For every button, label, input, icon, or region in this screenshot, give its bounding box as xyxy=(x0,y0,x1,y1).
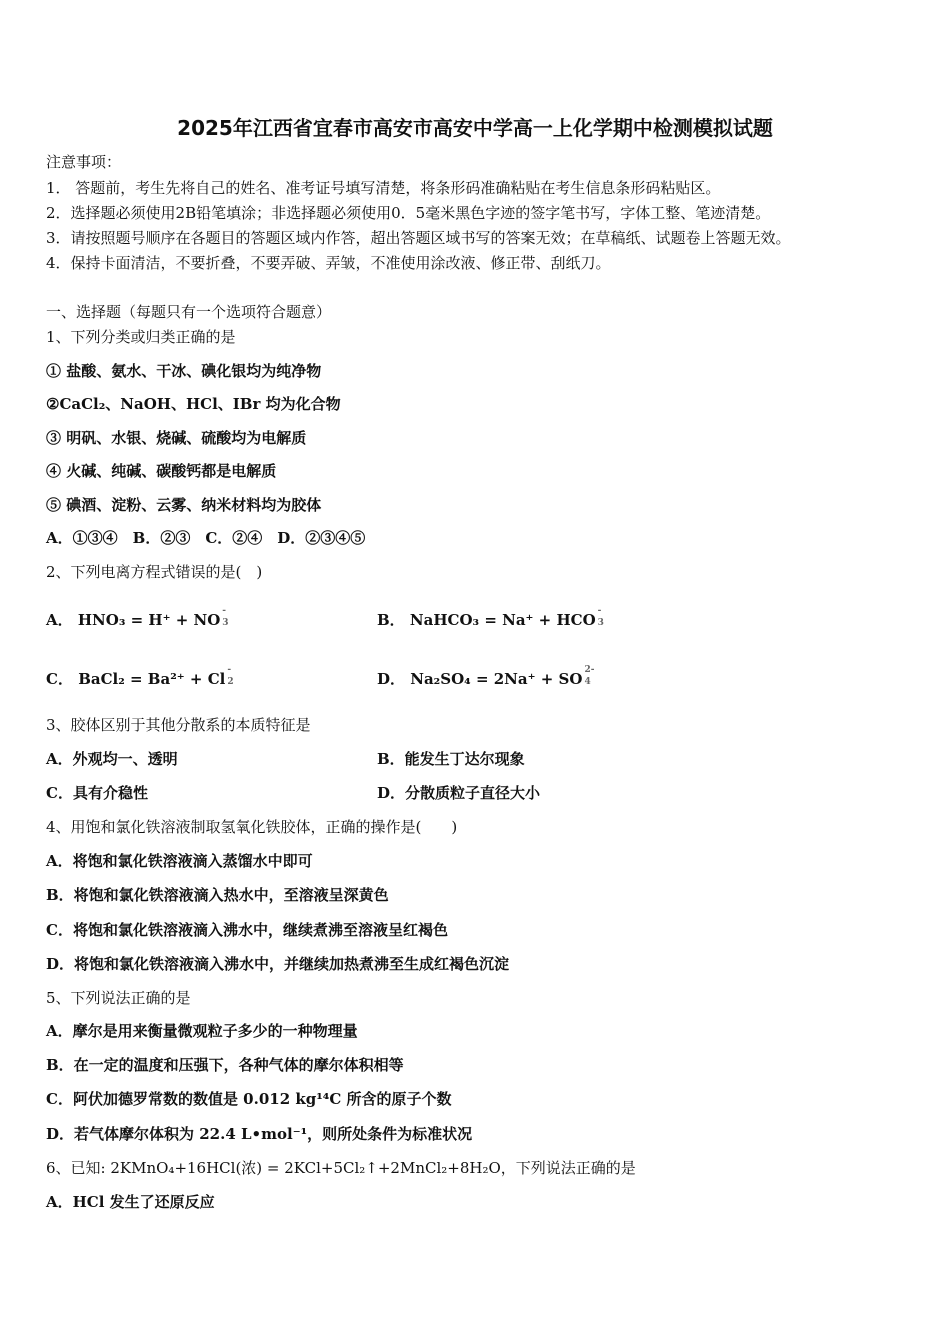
q2-option-a xyxy=(46,606,234,630)
equation: Na₂SO₄ = 2Na⁺ + SO xyxy=(410,670,583,688)
q1-statement: ① 盐酸、氨水、干冰、碘化银均为纯净物 xyxy=(46,362,322,380)
charge-sub: 3 xyxy=(597,618,604,628)
q3-option-c: C．具有介稳性 xyxy=(46,784,148,802)
notice-heading: 注意事项： xyxy=(46,153,122,171)
q1-statement: ⑤ 碘酒、淀粉、云雾、纳米材料均为胶体 xyxy=(46,496,322,514)
equation: BaCl₂ = Ba²⁺ + Cl xyxy=(78,670,226,688)
q5-option-d: D．若气体摩尔体积为 22.4 L•mol⁻¹，则所处条件为标准状况 xyxy=(46,1125,473,1143)
q2-option-c xyxy=(46,665,239,689)
q3-option-d: D．分散质粒子直径大小 xyxy=(377,784,541,802)
q1-statement: ④ 火碱、纯碱、碳酸钙都是电解质 xyxy=(46,462,277,480)
q2-option-d xyxy=(377,665,596,689)
notice-item: 3．请按照题号顺序在各题目的答题区域内作答，超出答题区域书写的答案无效；在草稿纸、试题卷上答题无效。 xyxy=(46,229,791,247)
q6-option-a: A．HCl 发生了还原反应 xyxy=(46,1193,215,1211)
option-label: C． xyxy=(46,670,73,688)
q2-option-b xyxy=(377,606,610,630)
equation: NaHCO₃ = Na⁺ + HCO xyxy=(409,611,596,629)
q1-statement: ③ 明矾、水银、烧碱、硫酸均为电解质 xyxy=(46,429,307,447)
option-label: D． xyxy=(377,670,406,688)
charge-sub: 4 xyxy=(584,677,591,687)
option-label: B． xyxy=(377,611,405,629)
q4-option-d: D．将饱和氯化铁溶液滴入沸水中，并继续加热煮沸至生成红褐色沉淀 xyxy=(46,955,510,973)
q4-option-a: A．将饱和氯化铁溶液滴入蒸馏水中即可 xyxy=(46,852,313,870)
q5-option-b: B．在一定的温度和压强下，各种气体的摩尔体积相等 xyxy=(46,1056,404,1074)
q5-stem: 5、下列说法正确的是 xyxy=(46,989,191,1007)
q4-option-c: C．将饱和氯化铁溶液滴入沸水中，继续煮沸至溶液呈红褐色 xyxy=(46,921,448,939)
section-heading: 一、选择题（每题只有一个选项符合题意） xyxy=(46,303,332,321)
q1-statement: ②CaCl₂、NaOH、HCl、IBr 均为化合物 xyxy=(46,395,341,413)
notice-item: 2．选择题必须使用2B铅笔填涂；非选择题必须使用0．5毫米黑色字迹的签字笔书写，字体工整、笔迹清楚。 xyxy=(46,204,771,222)
q1-options: A．①③④ B．②③ C．②④ D．②③④⑤ xyxy=(46,529,366,547)
q2-stem: 2、下列电离方程式错误的是( ) xyxy=(46,563,263,581)
charge-sup: - xyxy=(222,606,227,616)
option-label: A． xyxy=(46,611,73,629)
notice-item: 1． 答题前，考生先将自己的姓名、准考证号填写清楚，将条形码准确粘贴在考生信息条形码粘贴区。 xyxy=(46,179,721,197)
ion-charge xyxy=(582,665,596,689)
ion-charge xyxy=(225,665,239,689)
ion-charge xyxy=(220,606,234,630)
page-title: 2025年江西省宜春市高安市高安中学高一上化学期中检测模拟试题 xyxy=(177,116,773,140)
charge-sup: 2- xyxy=(584,665,595,675)
notice-item: 4．保持卡面清洁，不要折叠，不要弄破、弄皱，不准使用涂改液、修正带、刮纸刀。 xyxy=(46,254,611,272)
q3-option-a: A．外观均一、透明 xyxy=(46,750,178,768)
q6-stem: 6、已知: 2KMnO₄+16HCl(浓) = 2KCl+5Cl₂↑+2MnCl₂+8H₂O，下列说法正确的是 xyxy=(46,1159,636,1177)
q4-stem: 4、用饱和氯化铁溶液制取氢氧化铁胶体，正确的操作是( ) xyxy=(46,818,458,836)
charge-sub: 2 xyxy=(227,677,234,687)
charge-sub: 3 xyxy=(222,618,229,628)
ion-charge xyxy=(596,606,610,630)
equation: HNO₃ = H⁺ + NO xyxy=(77,611,221,629)
charge-sup: - xyxy=(597,606,602,616)
q1-stem: 1、下列分类或归类正确的是 xyxy=(46,328,236,346)
charge-sup: - xyxy=(227,665,232,675)
q3-option-b: B．能发生丁达尔现象 xyxy=(377,750,525,768)
q3-stem: 3、胶体区别于其他分散系的本质特征是 xyxy=(46,716,311,734)
q5-option-c: C．阿伏加德罗常数的数值是 0.012 kg¹⁴C 所含的原子个数 xyxy=(46,1090,452,1108)
q5-option-a: A．摩尔是用来衡量微观粒子多少的一种物理量 xyxy=(46,1022,358,1040)
q4-option-b: B．将饱和氯化铁溶液滴入热水中，至溶液呈深黄色 xyxy=(46,886,389,904)
